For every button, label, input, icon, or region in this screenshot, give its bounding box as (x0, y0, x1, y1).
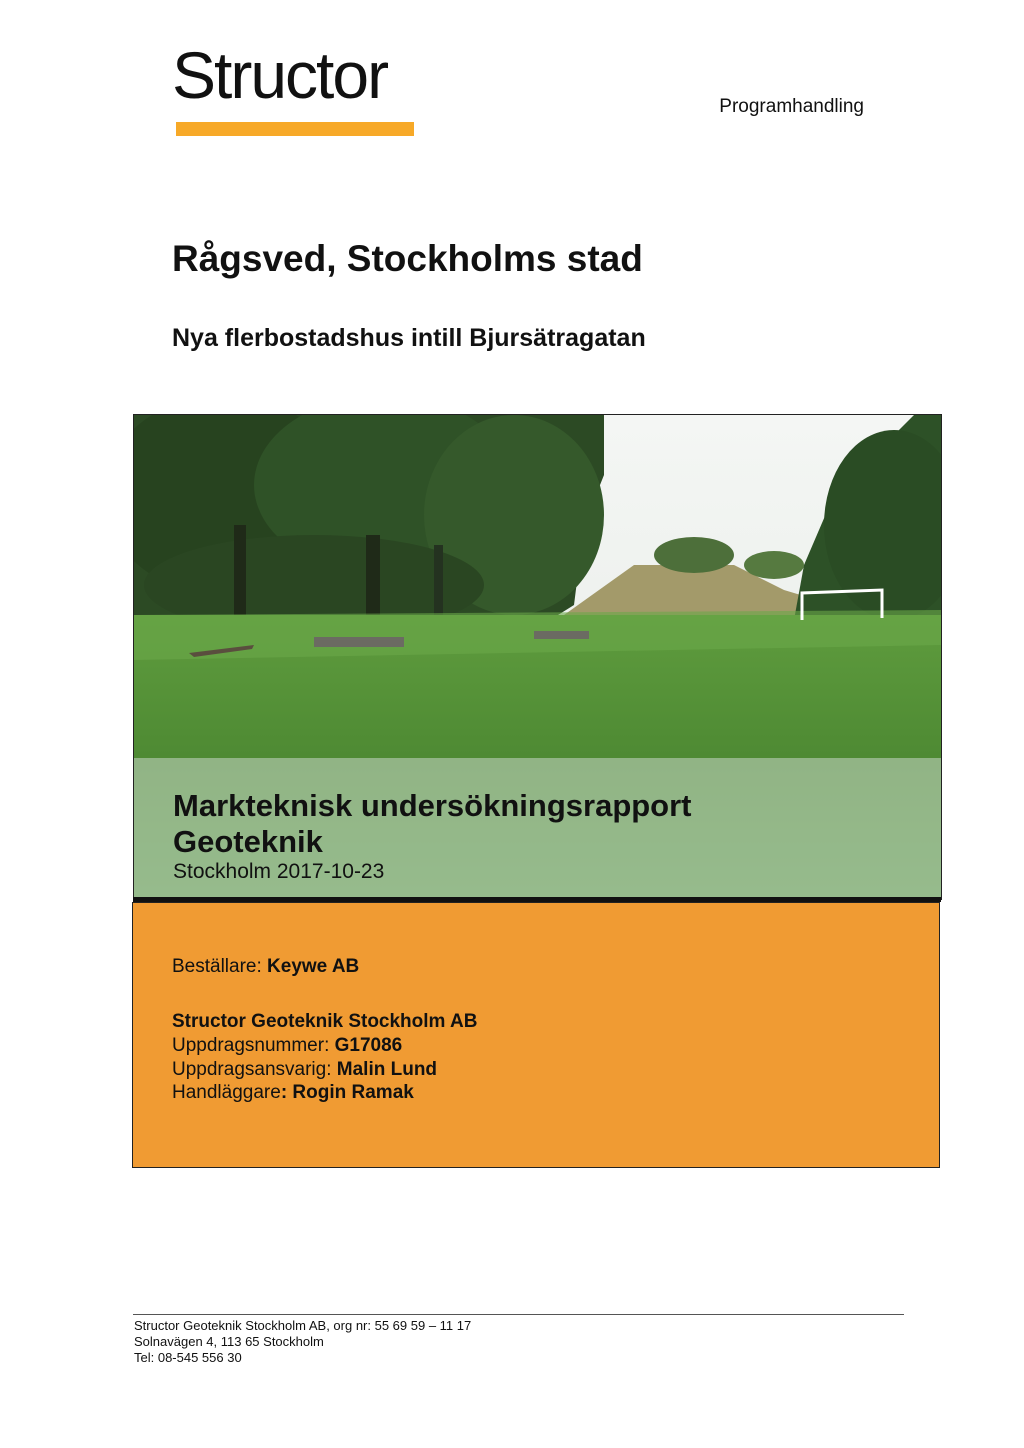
assignment-label: Uppdragsnummer: (172, 1035, 335, 1056)
responsible-value: Malin Lund (336, 1059, 438, 1080)
page-title: Rågsved, Stockholms stad (172, 238, 643, 279)
report-title: Markteknisk undersökningsrapport (173, 788, 692, 823)
report-title-band (134, 758, 941, 899)
footer-address: Solnavägen 4, 113 65 Stockholm (134, 1334, 324, 1349)
client-label: Beställare: (172, 956, 268, 977)
responsible-label: Uppdragsansvarig: (172, 1059, 337, 1080)
cover-photo (133, 414, 942, 900)
project-info-box (132, 902, 940, 1168)
company-name: Structor Geoteknik Stockholm AB (172, 1011, 478, 1032)
footer-phone: Tel: 08-545 556 30 (134, 1350, 242, 1365)
logo-underline-bar (176, 122, 414, 136)
page-subtitle: Nya flerbostadshus intill Bjursätragatan (172, 324, 646, 352)
footer-divider (133, 1314, 904, 1315)
footer-company: Structor Geoteknik Stockholm AB, org nr: 55 69 59 – 11 17 (134, 1318, 472, 1333)
responsible-line (172, 1058, 437, 1081)
handler-line (172, 1081, 414, 1104)
report-place-date: Stockholm 2017-10-23 (173, 860, 385, 883)
assignment-value: G17086 (334, 1035, 403, 1056)
client-value: Keywe AB (267, 956, 360, 977)
handler-value: : Rogin Ramak (280, 1082, 414, 1103)
company-line (172, 1010, 477, 1033)
assignment-line (172, 1034, 402, 1057)
structor-logo (172, 38, 416, 140)
document-type-label: Programhandling (719, 96, 864, 117)
client-line (172, 955, 359, 978)
report-discipline: Geoteknik (173, 824, 323, 859)
handler-label: Handläggare (172, 1082, 281, 1103)
logo-wordmark: Structor (172, 38, 388, 112)
